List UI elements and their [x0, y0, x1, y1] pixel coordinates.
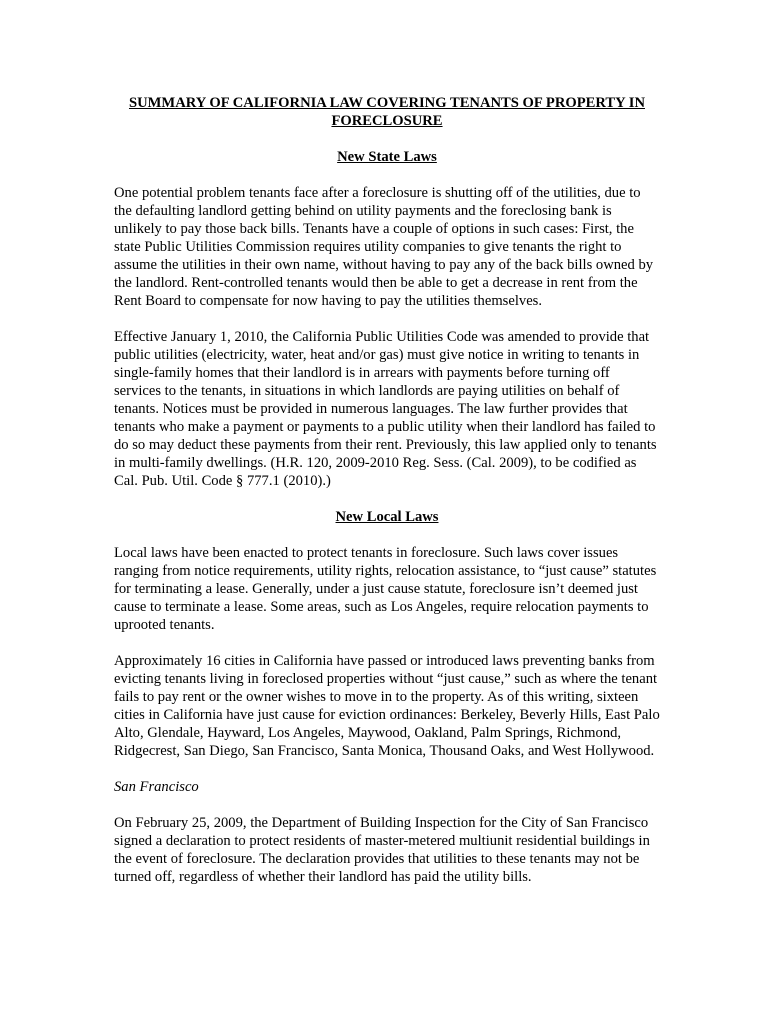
- paragraph-just-cause-cities: Approximately 16 cities in California have passed or introduced laws preventing banks from evicting tenants living in foreclosed properties without “just cause,” such as where the tenant fails to pay rent or the owner wishes to move in to the property. As of this writing, sixteen cities in California have just cause for eviction ordinances: Berkeley, Beverly Hills, East Palo Alto, Glendale, Hayward, Los Angeles, Maywood, Oakland, Palm Springs, Richmond, Ridgecrest, San Diego, San Francisco, Santa Monica, Thousand Oaks, and West Hollywood.: [114, 653, 660, 759]
- document-body: [114, 94, 660, 904]
- subheading-san-francisco: San Francisco: [114, 779, 199, 795]
- paragraph-utilities-code-amendment: Effective January 1, 2010, the California Public Utilities Code was amended to provide that public utilities (electricity, water, heat and/or gas) must give notice in writing to tenants in single-family homes that their landlord is in arrears with payments before turning off services to the tenants, in situations in which landlords are paying utilities on behalf of tenants. Notices must be provided in numerous languages. The law further provides that tenants who make a payment or payments to a public utility when their landlord has failed to do so may deduct these payments from their rent. Previously, this law applied only to tenants in multi-family dwellings. (H.R. 120, 2009-2010 Reg. Sess. (Cal. 2009), to be codified as Cal. Pub. Util. Code § 777.1 (2010).): [114, 329, 657, 489]
- section-heading-new-state-laws: New State Laws: [337, 149, 437, 165]
- paragraph-utilities-shutoff: One potential problem tenants face after a foreclosure is shutting off of the utilities, due to the defaulting landlord getting behind on utility payments and the foreclosing bank is unlikely to pay those back bills. Tenants have a couple of options in such cases: First, the state Public Utilities Commission requires utility companies to give tenants the right to assume the utilities in their own name, without having to pay any of the back bills owned by the landlord. Rent-controlled tenants would then be able to get a decrease in rent from the Rent Board to compensate for now having to pay the utilities themselves.: [114, 185, 654, 309]
- paragraph-san-francisco-declaration: On February 25, 2009, the Department of Building Inspection for the City of San Francisco signed a declaration to protect residents of master-metered multiunit residential buildings in the event of foreclosure. The declaration provides that utilities to these tenants may not be turned off, regardless of whether their landlord has paid the utility bills.: [114, 815, 650, 885]
- section-heading-new-local-laws: New Local Laws: [335, 509, 439, 525]
- paragraph-local-laws: Local laws have been enacted to protect tenants in foreclosure. Such laws cover issues ranging from notice requirements, utility rights, relocation assistance, to “just cause” statutes for terminating a lease. Generally, under a just cause statute, foreclosure isn’t deemed just cause to terminate a lease. Some areas, such as Los Angeles, require relocation payments to uprooted tenants.: [114, 545, 657, 633]
- document-title: SUMMARY OF CALIFORNIA LAW COVERING TENANTS OF PROPERTY IN FORECLOSURE: [128, 95, 645, 129]
